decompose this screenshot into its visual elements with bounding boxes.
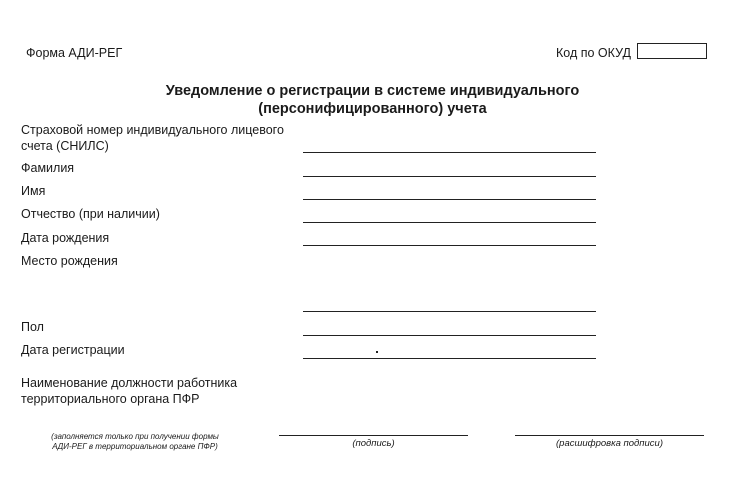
birth-date-field-line[interactable] <box>303 245 596 246</box>
birth-place-label: Место рождения <box>21 254 118 268</box>
snils-label-line1: Страховой номер индивидуального лицевого <box>21 123 284 137</box>
surname-label: Фамилия <box>21 161 75 175</box>
registration-date-field-line[interactable] <box>303 358 596 359</box>
okud-label: Код по ОКУД <box>556 46 631 60</box>
document-title-line1: Уведомление о регистрации в системе индивидуального <box>165 83 580 99</box>
okud-code-box[interactable] <box>637 43 707 59</box>
snils-label-line2: счета (СНИЛС) <box>21 139 109 153</box>
birth-place-field-line[interactable] <box>303 311 596 312</box>
fill-note <box>30 432 240 452</box>
official-position-label-line1: Наименование должности работника <box>21 376 238 390</box>
form-name: Форма АДИ-РЕГ <box>26 46 123 60</box>
date-separator-dot <box>376 351 378 353</box>
sex-label: Пол <box>21 320 44 334</box>
fill-note-line1: (заполняется только при получении формы <box>51 432 219 441</box>
registration-date-label: Дата регистрации <box>21 343 125 357</box>
fill-note-line2: АДИ-РЕГ в территориальном органе ПФР) <box>52 442 218 451</box>
sex-field-line[interactable] <box>303 335 596 336</box>
snils-field-line[interactable] <box>303 152 596 153</box>
signature-line[interactable] <box>279 435 468 436</box>
signature-decoding-line[interactable] <box>515 435 704 436</box>
signature-caption: (подпись) <box>352 438 395 449</box>
patronymic-field-line[interactable] <box>303 222 596 223</box>
surname-field-line[interactable] <box>303 176 596 177</box>
name-label: Имя <box>21 184 46 198</box>
signature-decoding-caption: (расшифровка подписи) <box>556 438 663 449</box>
name-field-line[interactable] <box>303 199 596 200</box>
document-title-line2: (персонифицированного) учета <box>258 101 487 117</box>
birth-date-label: Дата рождения <box>21 231 110 245</box>
official-position-label-line2: территориального органа ПФР <box>21 392 200 406</box>
patronymic-label: Отчество (при наличии) <box>21 207 160 221</box>
